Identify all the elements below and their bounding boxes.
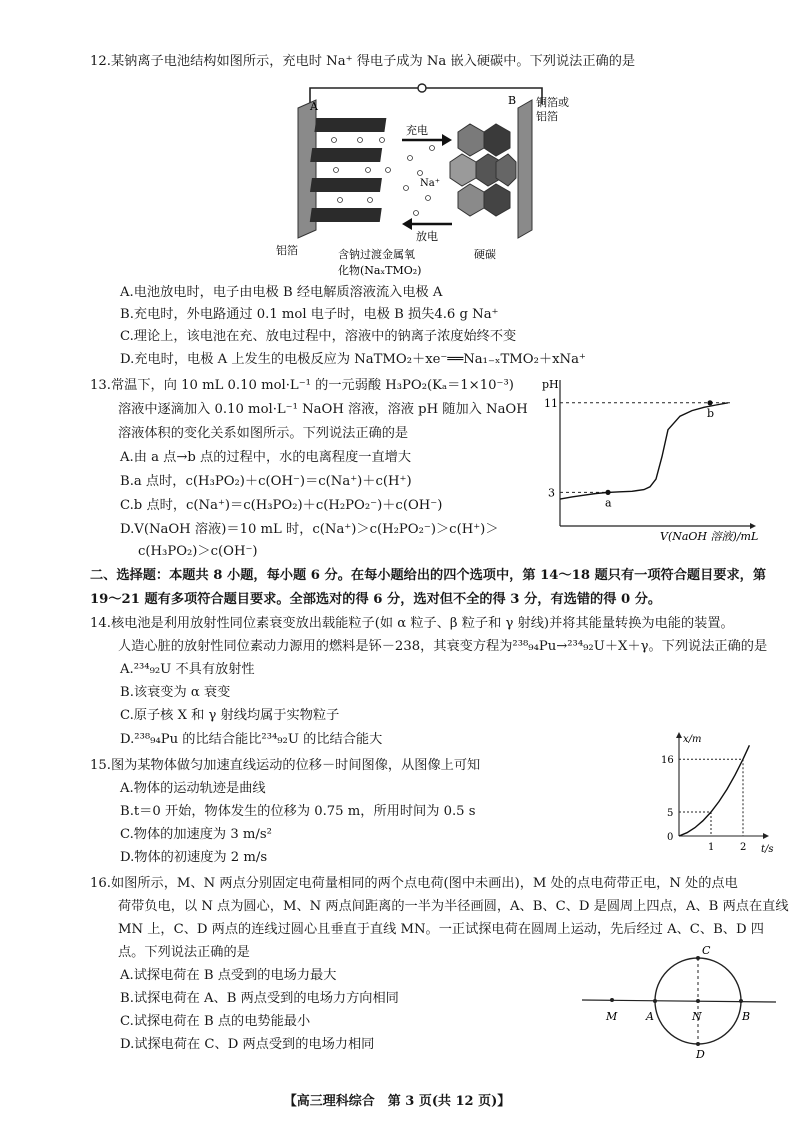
section2-line1: 二、选择题：本题共 8 小题，每小题 6 分。在每小题给出的四个选项中，第 14～18 题只有一项符合题目要求，第 bbox=[90, 568, 767, 583]
y-axis-label: x/m bbox=[683, 734, 702, 745]
q16-stem-4: 点。下列说法正确的是 bbox=[118, 945, 250, 960]
label-b: B bbox=[508, 94, 517, 107]
ph-curve bbox=[560, 403, 728, 499]
label-discharge: 放电 bbox=[416, 230, 438, 243]
page-footer: 【高三理科综合 第 3 页(共 12 页)】 bbox=[283, 1094, 511, 1109]
point-a bbox=[605, 490, 610, 495]
section2-line2: 19～21 题有多项符合题目要求。全部选对的得 6 分，选对但不全的得 3 分，有选错的得 0 分。 bbox=[90, 592, 662, 607]
q15-option-c: C.物体的加速度为 3 m/s² bbox=[120, 827, 272, 842]
y-tick-5: 5 bbox=[667, 808, 674, 819]
q16-option-b: B.试探电荷在 A、B 两点受到的电场力方向相同 bbox=[120, 991, 399, 1006]
y-arrow-icon bbox=[676, 732, 682, 738]
label-d: D bbox=[696, 1048, 705, 1061]
point-b bbox=[707, 400, 712, 405]
label-b-point: B bbox=[742, 1010, 751, 1023]
label-a-point: A bbox=[646, 1010, 654, 1023]
q14-stem-2: 人造心脏的放射性同位素动力源用的燃料是钚－238，其衰变方程为²³⁸₉₄Pu→²³⁴₉₂U＋X＋γ。下列说法正确的是 bbox=[118, 639, 768, 654]
q12-option-b: B.充电时，外电路通过 0.1 mol 电子时，电极 B 损失4.6 g Na⁺ bbox=[120, 307, 499, 322]
label-cathode-2: 化物(NaₓTMO₂) bbox=[338, 264, 422, 277]
q14-option-d: D.²³⁸₉₄Pu 的比结合能比²³⁴₉₂U 的比结合能大 bbox=[120, 732, 383, 747]
q16-stem-2: 荷带负电，以 N 点为圆心，M、N 两点间距离的一半为半径画圆，A、B、C、D 是圆周上四点，A、B 两点在直线 bbox=[118, 899, 789, 914]
label-c: C bbox=[702, 944, 711, 957]
q13-stem-3: 溶液体积的变化关系如图所示。下列说法正确的是 bbox=[118, 426, 409, 441]
label-hard-carbon: 硬碳 bbox=[474, 248, 496, 261]
q14-option-c: C.原子核 X 和 γ 射线均属于实物粒子 bbox=[120, 708, 340, 723]
q14-option-b: B.该衰变为 α 衰变 bbox=[120, 685, 231, 700]
x-tick-1: 1 bbox=[708, 842, 715, 853]
q13-option-a: A.由 a 点→b 点的过程中，水的电离程度一直增大 bbox=[120, 450, 412, 465]
q13-stem-2: 溶液中逐滴加入 0.10 mol·L⁻¹ NaOH 溶液，溶液 pH 随加入 NaOH bbox=[118, 402, 528, 417]
circle-charge-diagram bbox=[580, 942, 780, 1062]
y-tick-0: 0 bbox=[667, 832, 674, 843]
y-tick-11: 11 bbox=[544, 396, 558, 410]
label-cathode-1: 含钠过渡金属氧 bbox=[338, 248, 415, 261]
y-tick-16: 16 bbox=[661, 755, 674, 767]
label-foil-b-1: 铜箔或 bbox=[536, 96, 569, 109]
q12-stem: 12.某钠离子电池结构如图所示，充电时 Na⁺ 得电子成为 Na 嵌入硬碳中。下列说法正确的是 bbox=[90, 54, 636, 69]
x-axis-label: t/s bbox=[761, 844, 774, 855]
q16-option-c: C.试探电荷在 B 点的电势能最小 bbox=[120, 1014, 311, 1029]
q15-stem: 15.图为某物体做匀加速直线运动的位移－时间图像，从图像上可知 bbox=[90, 758, 481, 773]
q13-stem-1: 13.常温下，向 10 mL 0.10 mol·L⁻¹ 的一元弱酸 H₃PO₂(Kₐ＝1×10⁻³) bbox=[90, 378, 514, 393]
ph-titration-chart bbox=[530, 376, 780, 551]
xt-curve bbox=[679, 745, 749, 836]
label-al-foil: 铝箔 bbox=[276, 244, 298, 257]
y-axis-label: pH bbox=[542, 378, 559, 391]
q16-stem-1: 16.如图所示，M、N 两点分别固定电荷量相同的两个点电荷(图中未画出)，M 处的点电荷带正电，N 处的点电 bbox=[90, 876, 738, 891]
battery-diagram bbox=[270, 78, 600, 288]
q12-option-a: A.电池放电时，电子由电极 B 经电解质溶液流入电极 A bbox=[120, 285, 443, 300]
label-foil-b-2: 铝箔 bbox=[536, 110, 558, 123]
hard-carbon-cluster bbox=[450, 124, 516, 216]
q16-stem-3: MN 上，C、D 两点的连线过圆心且垂直于直线 MN。一正试探电荷在圆周上运动，先后经过 A、C、B、D 四 bbox=[118, 922, 764, 937]
displacement-time-chart bbox=[655, 730, 775, 855]
q13-option-d: D.V(NaOH 溶液)＝10 mL 时，c(Na⁺)＞c(H₂PO₂⁻)＞c(H⁺)＞ bbox=[120, 522, 499, 537]
x-arrow-icon bbox=[763, 833, 769, 839]
label-n: N bbox=[692, 1010, 702, 1023]
q13-option-d-cont: c(H₃PO₂)＞c(OH⁻) bbox=[138, 544, 258, 559]
x-tick-2: 2 bbox=[740, 842, 747, 853]
y-tick-3: 3 bbox=[548, 486, 555, 500]
circuit-node-icon bbox=[418, 84, 426, 92]
q12-option-c: C.理论上，该电池在充、放电过程中，溶液中的钠离子浓度始终不变 bbox=[120, 329, 517, 344]
q15-option-d: D.物体的初速度为 2 m/s bbox=[120, 850, 268, 865]
q14-stem-1: 14.核电池是利用放射性同位素衰变放出载能粒子(如 α 粒子、β 粒子和 γ 射线)并将其能量转换为电能的装置。 bbox=[90, 616, 734, 631]
q15-option-a: A.物体的运动轨迹是曲线 bbox=[120, 781, 266, 796]
point-label-b: b bbox=[707, 406, 715, 420]
x-axis-label: V(NaOH 溶液)/mL bbox=[660, 530, 759, 543]
cathode-layers bbox=[310, 118, 387, 222]
point-label-a: a bbox=[605, 496, 612, 510]
label-charge: 充电 bbox=[406, 124, 428, 137]
label-a: A bbox=[310, 100, 318, 113]
q14-option-a: A.²³⁴₉₂U 不具有放射性 bbox=[120, 662, 255, 677]
q15-option-b: B.t＝0 开始，物体发生的位移为 0.75 m，所用时间为 0.5 s bbox=[120, 804, 476, 819]
q13-option-c: C.b 点时，c(Na⁺)＝c(H₃PO₂)＋c(H₂PO₂⁻)＋c(OH⁻) bbox=[120, 498, 443, 513]
label-na: Na⁺ bbox=[420, 178, 440, 189]
q12-option-d: D.充电时，电极 A 上发生的电极反应为 NaTMO₂＋xe⁻══Na₁₋ₓTMO₂＋xNa⁺ bbox=[120, 352, 586, 367]
q16-option-a: A.试探电荷在 B 点受到的电场力最大 bbox=[120, 968, 337, 983]
label-m: M bbox=[606, 1010, 618, 1023]
q13-option-b: B.a 点时，c(H₃PO₂)＋c(OH⁻)＝c(Na⁺)＋c(H⁺) bbox=[120, 474, 412, 489]
x-arrow-icon bbox=[750, 523, 756, 529]
q16-option-d: D.试探电荷在 C、D 两点受到的电场力相同 bbox=[120, 1037, 375, 1052]
